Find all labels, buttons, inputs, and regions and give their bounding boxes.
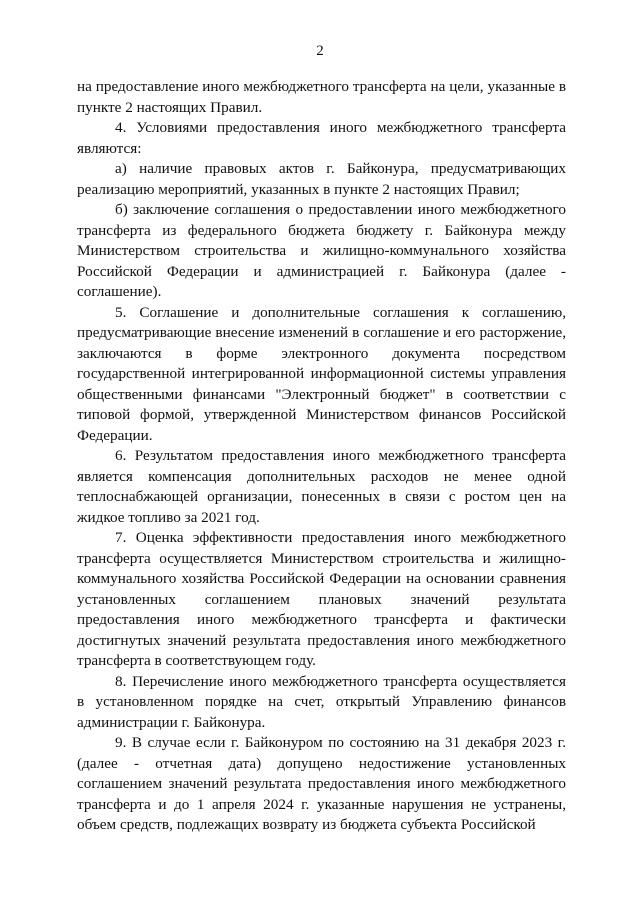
paragraph-continuation: на предоставление иного межбюджетного трансферта на цели, указанные в пункте 2 настоящих Правил. [77, 78, 566, 116]
page-number: 2 [316, 43, 324, 59]
paragraph-clause-4b: б) заключение соглашения о предоставлении иного межбюджетного трансферта из федерального бюджета бюджету г. Байконура между Министерством строительства и жилищно-коммунального хозяйства Российской Федерации и администрацией г. Байконура (далее - соглашение). [77, 201, 566, 300]
paragraph-clause-5: 5. Соглашение и дополнительные соглашения к соглашению, предусматривающие внесение изменений в соглашение и его расторжение, заключаются в форме электронного документа посредством государственной интегрированной информационной системы управления общественными финансами "Электронный бюджет" в соответствии с типовой формой, утвержденной Министерством финансов Российской Федерации. [77, 303, 566, 444]
document-body [77, 77, 566, 836]
paragraph-clause-4a: а) наличие правовых актов г. Байконура, предусматривающих реализацию мероприятий, указанных в пункте 2 настоящих Правил; [77, 160, 566, 198]
paragraph-clause-7: 7. Оценка эффективности предоставления иного межбюджетного трансферта осуществляется Министерством строительства и жилищно-коммунального хозяйства Российской Федерации на основании сравнения установленных соглашением плановых значений результата предоставления иного межбюджетного трансферта и фактически достигнутых значений результата предоставления иного межбюджетного трансферта в соответствующем году. [77, 529, 566, 669]
paragraph-clause-4: 4. Условиями предоставления иного межбюджетного трансферта являются: [77, 119, 566, 157]
paragraph-clause-8: 8. Перечисление иного межбюджетного трансферта осуществляется в установленном порядке на счет, открытый Управлению финансов администрации г. Байконура. [77, 672, 566, 731]
paragraph-clause-6: 6. Результатом предоставления иного межбюджетного трансферта является компенсация дополнительных расходов не менее одной теплоснабжающей организации, понесенных в связи с ростом цен на жидкое топливо за 2021 год. [77, 447, 566, 526]
paragraph-clause-9: 9. В случае если г. Байконуром по состоянию на 31 декабря 2023 г. (далее - отчетная дата) допущено недостижение установленных соглашением значений результата предоставления иного межбюджетного трансферта и до 1 апреля 2024 г. указанные нарушения не устранены, объем средств, подлежащих возврату из бюджета субъекта Российской [77, 734, 566, 833]
